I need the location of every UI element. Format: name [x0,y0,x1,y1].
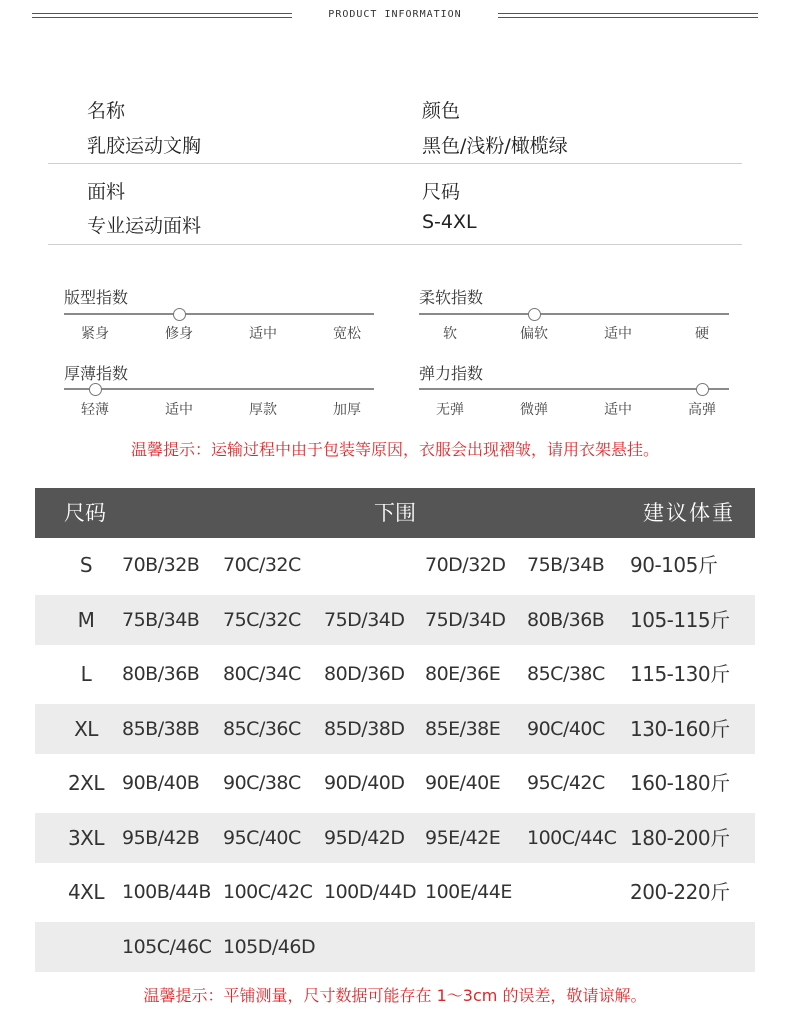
row-size: 2XL [67,771,105,795]
fabric-value: 专业运动面料 [87,215,202,237]
size-label: 尺码 [422,181,461,203]
row-band-size: 80B/36B [122,663,200,685]
row-weight: 90-105斤 [630,553,718,577]
index-option: 修身 [165,326,193,342]
table-row [35,867,755,917]
row-band-size: 70D/32D [425,554,506,576]
measurement-notice: 温馨提示：平铺测量，尺寸数据可能存在 1～3cm 的误差，敬请谅解。 [143,986,647,1005]
row-band-size: 100B/44B [122,881,211,903]
row-size: 4XL [67,880,105,904]
index-option: 偏软 [520,326,548,342]
info-divider [48,244,742,245]
row-weight: 130-160斤 [630,716,730,741]
row-band-size: 95D/42D [324,826,405,849]
index-option: 适中 [249,326,277,342]
row-band-size: 100C/42C [223,881,313,903]
row-band-size: 95C/40C [223,826,301,849]
index-title: 弹力指数 [419,364,484,383]
row-band-size: 70B/32B [122,554,200,576]
color-label: 颜色 [422,100,461,122]
row-band-size: 90C/40C [527,717,605,740]
table-row [35,595,755,645]
row-band-size: 95E/42E [425,826,501,849]
table-row [35,649,755,699]
index-option: 适中 [604,326,632,342]
table-row [35,922,755,972]
row-band-size: 105C/46C [122,935,212,958]
header-band: 下围 [374,501,416,525]
fabric-label: 面料 [87,181,126,203]
index-option: 适中 [165,402,193,418]
row-band-size: 75D/34D [425,608,506,631]
index-option: 轻薄 [81,402,109,418]
section-title: PRODUCT INFORMATION [328,9,462,20]
table-row [35,540,755,590]
name-value: 乳胶运动文胸 [87,135,202,157]
row-band-size: 90E/40E [425,772,501,794]
index-option: 高弹 [688,402,716,418]
row-weight: 160-180斤 [630,771,730,795]
row-band-size: 80E/36E [425,663,501,685]
index-marker [173,308,186,321]
color-value: 黑色/浅粉/橄榄绿 [422,135,568,157]
row-band-size: 85C/38C [527,663,605,685]
index-title: 柔软指数 [419,288,484,307]
row-weight: 105-115斤 [630,607,730,632]
shipping-notice: 温馨提示：运输过程中由于包装等原因，衣服会出现褶皱，请用衣架悬挂。 [130,440,659,459]
size-value: S-4XL [422,211,477,233]
row-size: 3XL [67,825,105,850]
row-size: XL [74,716,98,741]
index-option: 微弹 [520,402,548,418]
index-option: 厚款 [249,402,277,418]
index-track [419,388,729,390]
row-size: L [80,662,92,686]
row-size: S [79,553,93,577]
row-band-size: 85E/38E [425,717,501,740]
row-band-size: 90D/40D [324,772,405,794]
row-band-size: 105D/46D [223,935,316,958]
header-rule-right [498,13,758,18]
row-weight: 115-130斤 [630,662,730,686]
header-size: 尺码 [64,501,106,525]
index-option: 加厚 [333,402,361,418]
index-option: 无弹 [436,402,464,418]
info-divider [48,163,742,164]
row-band-size: 95C/42C [527,772,605,794]
table-row [35,758,755,808]
size-table-header [35,488,755,538]
row-weight: 200-220斤 [630,880,730,904]
table-row [35,813,755,863]
index-marker [696,383,709,396]
index-title: 厚薄指数 [64,364,129,383]
index-option: 软 [443,326,457,342]
index-marker [528,308,541,321]
row-band-size: 90B/40B [122,772,200,794]
name-label: 名称 [87,100,126,122]
row-band-size: 95B/42B [122,826,200,849]
row-band-size: 80C/34C [223,663,301,685]
index-track [64,313,374,315]
index-track [419,313,729,315]
index-marker [89,383,102,396]
index-option: 紧身 [81,326,109,342]
index-option: 适中 [604,402,632,418]
index-title: 版型指数 [64,288,129,307]
row-band-size: 80D/36D [324,663,405,685]
index-option: 宽松 [333,326,361,342]
header-weight: 建议体重 [643,501,735,525]
row-band-size: 75B/34B [527,554,605,576]
row-band-size: 100D/44D [324,881,417,903]
table-row [35,704,755,754]
row-band-size: 85D/38D [324,717,405,740]
index-track [64,388,374,390]
row-band-size: 100C/44C [527,826,617,849]
row-band-size: 80B/36B [527,608,605,631]
row-size: M [77,607,95,632]
row-weight: 180-200斤 [630,825,730,850]
row-band-size: 75B/34B [122,608,200,631]
header-rule-left [32,13,292,18]
row-band-size: 70C/32C [223,554,301,576]
row-band-size: 75C/32C [223,608,301,631]
index-option: 硬 [695,326,709,342]
row-band-size: 100E/44E [425,881,512,903]
row-band-size: 85C/36C [223,717,301,740]
row-band-size: 90C/38C [223,772,301,794]
row-band-size: 75D/34D [324,608,405,631]
row-band-size: 85B/38B [122,717,200,740]
